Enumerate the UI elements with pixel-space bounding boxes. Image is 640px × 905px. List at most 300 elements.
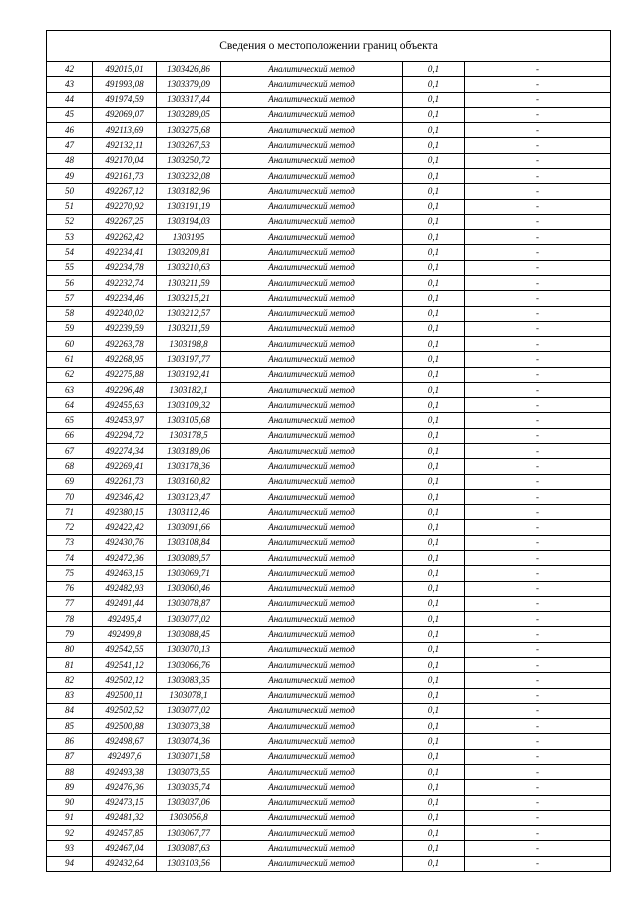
method-cell: Аналитический метод [221,581,403,596]
method-cell: Аналитический метод [221,184,403,199]
accuracy-cell: 0,1 [403,566,465,581]
point-number-cell: 78 [47,612,93,627]
boundary-table [46,30,611,872]
table-row [47,291,611,306]
description-cell: - [465,260,611,275]
description-cell: - [465,596,611,611]
accuracy-cell: 0,1 [403,489,465,504]
description-cell: - [465,352,611,367]
x-coordinate-cell: 492274,34 [93,444,157,459]
table-row [47,214,611,229]
x-coordinate-cell: 492239,59 [93,321,157,336]
x-coordinate-cell: 492234,41 [93,245,157,260]
description-cell: - [465,199,611,214]
method-cell: Аналитический метод [221,214,403,229]
table-row [47,444,611,459]
method-cell: Аналитический метод [221,810,403,825]
table-row [47,245,611,260]
y-coordinate-cell: 1303077,02 [157,612,221,627]
point-number-cell: 64 [47,398,93,413]
method-cell: Аналитический метод [221,123,403,138]
y-coordinate-cell: 1303212,57 [157,306,221,321]
x-coordinate-cell: 492482,93 [93,581,157,596]
accuracy-cell: 0,1 [403,168,465,183]
point-number-cell: 48 [47,153,93,168]
y-coordinate-cell: 1303209,81 [157,245,221,260]
method-cell: Аналитический метод [221,413,403,428]
x-coordinate-cell: 492467,04 [93,841,157,856]
table-row [47,627,611,642]
method-cell: Аналитический метод [221,367,403,382]
x-coordinate-cell: 492270,92 [93,199,157,214]
x-coordinate-cell: 492275,88 [93,367,157,382]
y-coordinate-cell: 1303198,8 [157,337,221,352]
method-cell: Аналитический метод [221,764,403,779]
description-cell: - [465,520,611,535]
table-row [47,428,611,443]
point-number-cell: 90 [47,795,93,810]
method-cell: Аналитический метод [221,459,403,474]
method-cell: Аналитический метод [221,673,403,688]
y-coordinate-cell: 1303070,13 [157,642,221,657]
method-cell: Аналитический метод [221,688,403,703]
x-coordinate-cell: 492455,63 [93,398,157,413]
y-coordinate-cell: 1303067,77 [157,826,221,841]
description-cell: - [465,123,611,138]
method-cell: Аналитический метод [221,749,403,764]
accuracy-cell: 0,1 [403,520,465,535]
point-number-cell: 82 [47,673,93,688]
x-coordinate-cell: 492267,25 [93,214,157,229]
description-cell: - [465,642,611,657]
table-row [47,841,611,856]
method-cell: Аналитический метод [221,596,403,611]
y-coordinate-cell: 1303178,36 [157,459,221,474]
description-cell: - [465,413,611,428]
y-coordinate-cell: 1303087,63 [157,841,221,856]
description-cell: - [465,734,611,749]
x-coordinate-cell: 492499,8 [93,627,157,642]
table-row [47,77,611,92]
x-coordinate-cell: 492502,12 [93,673,157,688]
point-number-cell: 76 [47,581,93,596]
accuracy-cell: 0,1 [403,596,465,611]
y-coordinate-cell: 1303078,1 [157,688,221,703]
y-coordinate-cell: 1303073,38 [157,719,221,734]
method-cell: Аналитический метод [221,795,403,810]
method-cell: Аналитический метод [221,153,403,168]
method-cell: Аналитический метод [221,627,403,642]
accuracy-cell: 0,1 [403,688,465,703]
y-coordinate-cell: 1303210,63 [157,260,221,275]
description-cell: - [465,841,611,856]
y-coordinate-cell: 1303289,05 [157,107,221,122]
table-row [47,535,611,550]
description-cell: - [465,719,611,734]
point-number-cell: 62 [47,367,93,382]
method-cell: Аналитический метод [221,505,403,520]
point-number-cell: 42 [47,62,93,77]
table-row [47,352,611,367]
method-cell: Аналитический метод [221,474,403,489]
point-number-cell: 68 [47,459,93,474]
x-coordinate-cell: 492268,95 [93,352,157,367]
accuracy-cell: 0,1 [403,642,465,657]
y-coordinate-cell: 1303178,5 [157,428,221,443]
point-number-cell: 89 [47,780,93,795]
point-number-cell: 70 [47,489,93,504]
method-cell: Аналитический метод [221,826,403,841]
y-coordinate-cell: 1303069,71 [157,566,221,581]
table-row [47,138,611,153]
accuracy-cell: 0,1 [403,673,465,688]
point-number-cell: 45 [47,107,93,122]
point-number-cell: 88 [47,764,93,779]
table-title-row [47,31,611,62]
accuracy-cell: 0,1 [403,291,465,306]
method-cell: Аналитический метод [221,77,403,92]
x-coordinate-cell: 492473,15 [93,795,157,810]
table-row [47,107,611,122]
table-row [47,780,611,795]
y-coordinate-cell: 1303060,46 [157,581,221,596]
point-number-cell: 69 [47,474,93,489]
accuracy-cell: 0,1 [403,505,465,520]
point-number-cell: 53 [47,230,93,245]
table-row [47,596,611,611]
point-number-cell: 56 [47,275,93,290]
accuracy-cell: 0,1 [403,260,465,275]
point-number-cell: 91 [47,810,93,825]
accuracy-cell: 0,1 [403,428,465,443]
method-cell: Аналитический метод [221,734,403,749]
method-cell: Аналитический метод [221,398,403,413]
table-row [47,230,611,245]
point-number-cell: 61 [47,352,93,367]
point-number-cell: 67 [47,444,93,459]
x-coordinate-cell: 492161,73 [93,168,157,183]
table-row [47,612,611,627]
x-coordinate-cell: 492346,42 [93,489,157,504]
y-coordinate-cell: 1303194,03 [157,214,221,229]
point-number-cell: 73 [47,535,93,550]
method-cell: Аналитический метод [221,841,403,856]
y-coordinate-cell: 1303089,57 [157,551,221,566]
method-cell: Аналитический метод [221,535,403,550]
method-cell: Аналитический метод [221,428,403,443]
point-number-cell: 57 [47,291,93,306]
y-coordinate-cell: 1303103,56 [157,856,221,871]
point-number-cell: 65 [47,413,93,428]
point-number-cell: 59 [47,321,93,336]
method-cell: Аналитический метод [221,566,403,581]
table-row [47,581,611,596]
method-cell: Аналитический метод [221,230,403,245]
point-number-cell: 49 [47,168,93,183]
description-cell: - [465,306,611,321]
y-coordinate-cell: 1303074,36 [157,734,221,749]
accuracy-cell: 0,1 [403,459,465,474]
y-coordinate-cell: 1303267,53 [157,138,221,153]
y-coordinate-cell: 1303195 [157,230,221,245]
table-row [47,184,611,199]
y-coordinate-cell: 1303123,47 [157,489,221,504]
y-coordinate-cell: 1303077,02 [157,703,221,718]
x-coordinate-cell: 492422,42 [93,520,157,535]
document-page [46,30,610,872]
point-number-cell: 63 [47,382,93,397]
accuracy-cell: 0,1 [403,367,465,382]
point-number-cell: 72 [47,520,93,535]
method-cell: Аналитический метод [221,62,403,77]
accuracy-cell: 0,1 [403,444,465,459]
table-row [47,199,611,214]
y-coordinate-cell: 1303083,35 [157,673,221,688]
y-coordinate-cell: 1303191,19 [157,199,221,214]
description-cell: - [465,382,611,397]
x-coordinate-cell: 492262,42 [93,230,157,245]
description-cell: - [465,92,611,107]
x-coordinate-cell: 492463,15 [93,566,157,581]
y-coordinate-cell: 1303088,45 [157,627,221,642]
description-cell: - [465,703,611,718]
table-row [47,123,611,138]
y-coordinate-cell: 1303091,66 [157,520,221,535]
accuracy-cell: 0,1 [403,184,465,199]
accuracy-cell: 0,1 [403,382,465,397]
table-body [47,62,611,872]
y-coordinate-cell: 1303073,55 [157,764,221,779]
description-cell: - [465,566,611,581]
description-cell: - [465,214,611,229]
method-cell: Аналитический метод [221,719,403,734]
x-coordinate-cell: 492453,97 [93,413,157,428]
point-number-cell: 79 [47,627,93,642]
x-coordinate-cell: 492493,38 [93,764,157,779]
accuracy-cell: 0,1 [403,413,465,428]
table-row [47,505,611,520]
accuracy-cell: 0,1 [403,306,465,321]
description-cell: - [465,367,611,382]
x-coordinate-cell: 492542,55 [93,642,157,657]
accuracy-cell: 0,1 [403,123,465,138]
x-coordinate-cell: 492015,01 [93,62,157,77]
point-number-cell: 86 [47,734,93,749]
accuracy-cell: 0,1 [403,337,465,352]
method-cell: Аналитический метод [221,551,403,566]
accuracy-cell: 0,1 [403,764,465,779]
description-cell: - [465,505,611,520]
y-coordinate-cell: 1303275,68 [157,123,221,138]
table-row [47,734,611,749]
accuracy-cell: 0,1 [403,749,465,764]
method-cell: Аналитический метод [221,489,403,504]
y-coordinate-cell: 1303071,58 [157,749,221,764]
x-coordinate-cell: 492500,11 [93,688,157,703]
accuracy-cell: 0,1 [403,474,465,489]
accuracy-cell: 0,1 [403,612,465,627]
description-cell: - [465,474,611,489]
point-number-cell: 52 [47,214,93,229]
x-coordinate-cell: 491974,59 [93,92,157,107]
table-row [47,657,611,672]
method-cell: Аналитический метод [221,199,403,214]
method-cell: Аналитический метод [221,168,403,183]
y-coordinate-cell: 1303379,09 [157,77,221,92]
y-coordinate-cell: 1303197,77 [157,352,221,367]
method-cell: Аналитический метод [221,612,403,627]
table-row [47,62,611,77]
accuracy-cell: 0,1 [403,841,465,856]
description-cell: - [465,291,611,306]
x-coordinate-cell: 492476,36 [93,780,157,795]
accuracy-cell: 0,1 [403,352,465,367]
accuracy-cell: 0,1 [403,107,465,122]
point-number-cell: 50 [47,184,93,199]
y-coordinate-cell: 1303189,06 [157,444,221,459]
x-coordinate-cell: 492498,67 [93,734,157,749]
x-coordinate-cell: 492263,78 [93,337,157,352]
point-number-cell: 43 [47,77,93,92]
method-cell: Аналитический метод [221,352,403,367]
point-number-cell: 87 [47,749,93,764]
description-cell: - [465,856,611,871]
description-cell: - [465,489,611,504]
accuracy-cell: 0,1 [403,153,465,168]
accuracy-cell: 0,1 [403,138,465,153]
table-title: Сведения о местоположении границ объекта [47,31,611,62]
y-coordinate-cell: 1303105,68 [157,413,221,428]
y-coordinate-cell: 1303215,21 [157,291,221,306]
accuracy-cell: 0,1 [403,627,465,642]
description-cell: - [465,688,611,703]
y-coordinate-cell: 1303109,32 [157,398,221,413]
method-cell: Аналитический метод [221,642,403,657]
point-number-cell: 83 [47,688,93,703]
description-cell: - [465,581,611,596]
y-coordinate-cell: 1303211,59 [157,321,221,336]
x-coordinate-cell: 492069,07 [93,107,157,122]
table-row [47,856,611,871]
x-coordinate-cell: 492234,78 [93,260,157,275]
y-coordinate-cell: 1303182,96 [157,184,221,199]
point-number-cell: 66 [47,428,93,443]
method-cell: Аналитический метод [221,107,403,122]
description-cell: - [465,627,611,642]
x-coordinate-cell: 492495,4 [93,612,157,627]
table-row [47,306,611,321]
accuracy-cell: 0,1 [403,62,465,77]
table-row [47,749,611,764]
table-row [47,719,611,734]
point-number-cell: 80 [47,642,93,657]
point-number-cell: 81 [47,657,93,672]
accuracy-cell: 0,1 [403,795,465,810]
accuracy-cell: 0,1 [403,703,465,718]
x-coordinate-cell: 492232,74 [93,275,157,290]
table-row [47,413,611,428]
point-number-cell: 92 [47,826,93,841]
point-number-cell: 47 [47,138,93,153]
x-coordinate-cell: 492502,52 [93,703,157,718]
description-cell: - [465,398,611,413]
description-cell: - [465,230,611,245]
method-cell: Аналитический метод [221,520,403,535]
x-coordinate-cell: 492261,73 [93,474,157,489]
accuracy-cell: 0,1 [403,245,465,260]
point-number-cell: 46 [47,123,93,138]
point-number-cell: 44 [47,92,93,107]
x-coordinate-cell: 492267,12 [93,184,157,199]
description-cell: - [465,321,611,336]
method-cell: Аналитический метод [221,657,403,672]
x-coordinate-cell: 492457,85 [93,826,157,841]
y-coordinate-cell: 1303160,82 [157,474,221,489]
method-cell: Аналитический метод [221,856,403,871]
description-cell: - [465,826,611,841]
x-coordinate-cell: 492132,11 [93,138,157,153]
table-row [47,795,611,810]
description-cell: - [465,535,611,550]
description-cell: - [465,764,611,779]
description-cell: - [465,138,611,153]
accuracy-cell: 0,1 [403,551,465,566]
point-number-cell: 54 [47,245,93,260]
point-number-cell: 60 [47,337,93,352]
x-coordinate-cell: 492296,48 [93,382,157,397]
description-cell: - [465,428,611,443]
x-coordinate-cell: 492472,36 [93,551,157,566]
method-cell: Аналитический метод [221,260,403,275]
table-row [47,321,611,336]
method-cell: Аналитический метод [221,444,403,459]
x-coordinate-cell: 492430,76 [93,535,157,550]
accuracy-cell: 0,1 [403,230,465,245]
accuracy-cell: 0,1 [403,810,465,825]
y-coordinate-cell: 1303056,8 [157,810,221,825]
x-coordinate-cell: 492432,64 [93,856,157,871]
point-number-cell: 71 [47,505,93,520]
table-row [47,367,611,382]
table-row [47,551,611,566]
y-coordinate-cell: 1303192,41 [157,367,221,382]
description-cell: - [465,444,611,459]
method-cell: Аналитический метод [221,92,403,107]
point-number-cell: 74 [47,551,93,566]
method-cell: Аналитический метод [221,291,403,306]
table-row [47,474,611,489]
accuracy-cell: 0,1 [403,199,465,214]
accuracy-cell: 0,1 [403,398,465,413]
y-coordinate-cell: 1303035,74 [157,780,221,795]
y-coordinate-cell: 1303108,84 [157,535,221,550]
description-cell: - [465,810,611,825]
method-cell: Аналитический метод [221,275,403,290]
y-coordinate-cell: 1303078,87 [157,596,221,611]
method-cell: Аналитический метод [221,382,403,397]
point-number-cell: 93 [47,841,93,856]
description-cell: - [465,612,611,627]
accuracy-cell: 0,1 [403,214,465,229]
accuracy-cell: 0,1 [403,321,465,336]
x-coordinate-cell: 492541,12 [93,657,157,672]
x-coordinate-cell: 492380,15 [93,505,157,520]
accuracy-cell: 0,1 [403,92,465,107]
x-coordinate-cell: 491993,08 [93,77,157,92]
accuracy-cell: 0,1 [403,734,465,749]
table-row [47,382,611,397]
table-row [47,764,611,779]
